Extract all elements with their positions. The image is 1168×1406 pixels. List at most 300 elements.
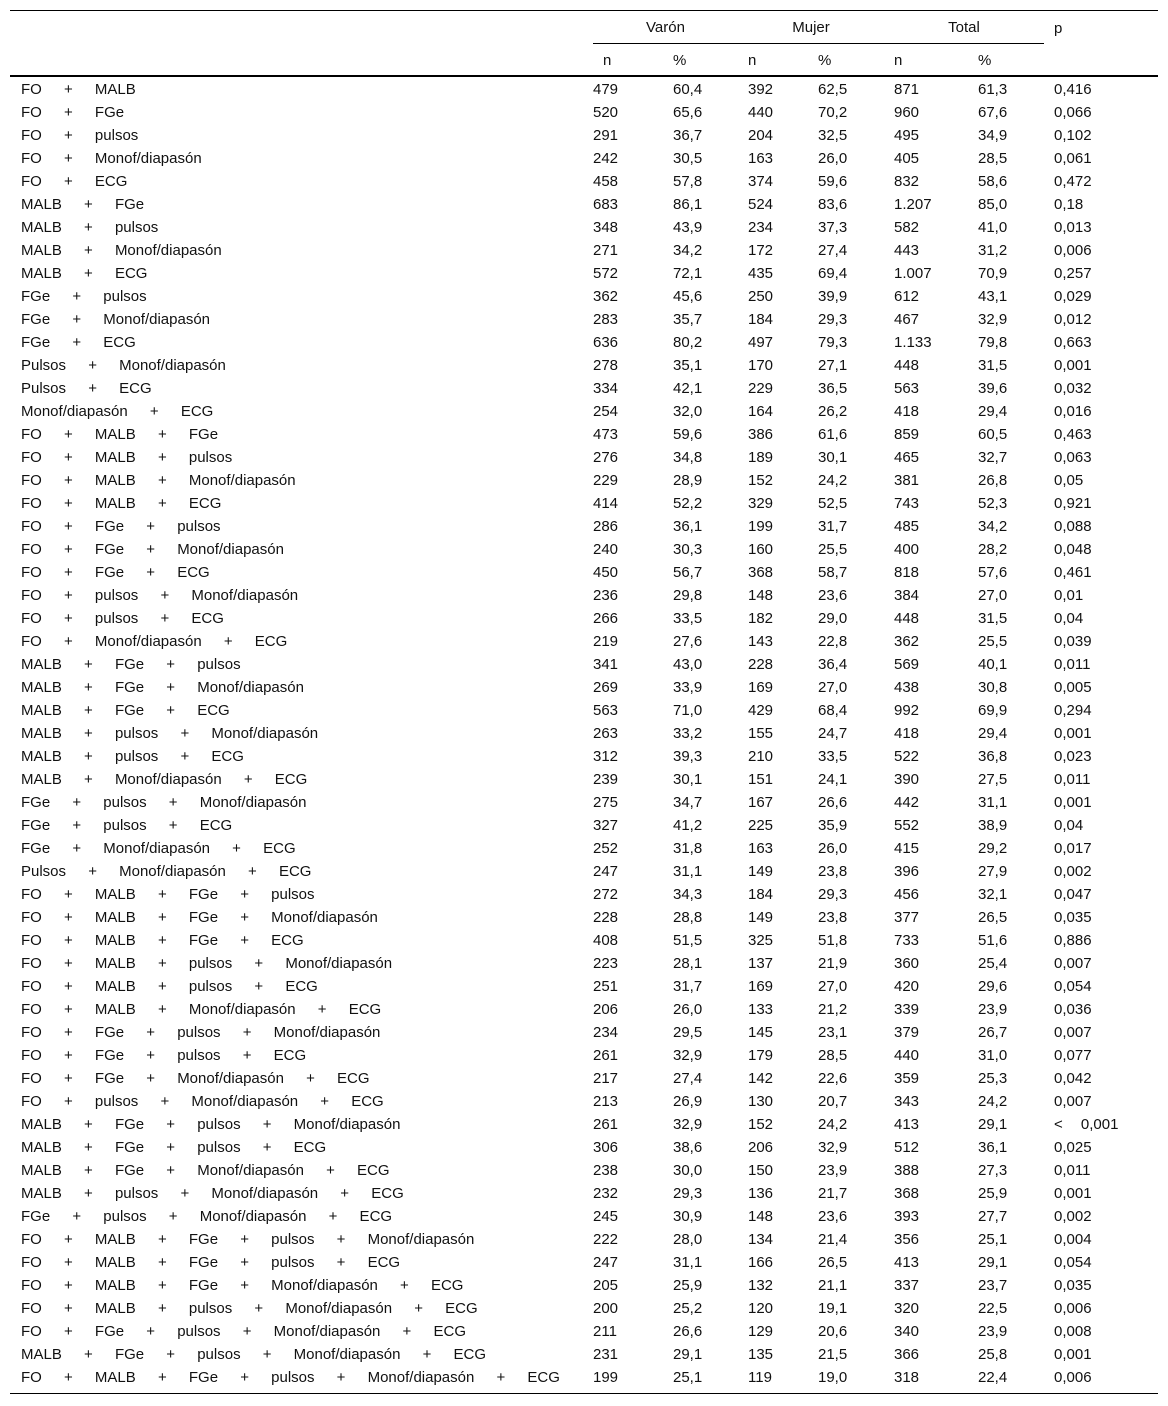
total-n: 552 xyxy=(894,817,920,834)
varon-pct: 38,6 xyxy=(673,1139,703,1156)
mujer-n: 206 xyxy=(748,1139,774,1156)
varon-n: 334 xyxy=(593,380,619,397)
varon-n: 206 xyxy=(593,1001,619,1018)
p-value: 0,472 xyxy=(1054,173,1092,190)
varon-pct: 25,9 xyxy=(673,1277,703,1294)
p-value: 0,04 xyxy=(1054,610,1084,627)
row-label: MALB + FGe xyxy=(21,196,145,213)
header-total-pct: % xyxy=(978,52,992,69)
row-label: Pulsos + ECG xyxy=(21,380,152,397)
row-label: FO + MALB + pulsos xyxy=(21,449,233,466)
mujer-pct: 27,4 xyxy=(818,242,848,259)
p-value: 0,047 xyxy=(1054,886,1092,903)
total-pct: 25,4 xyxy=(978,955,1008,972)
row-label: FO + MALB + pulsos + Monof/diapasón + ECG xyxy=(21,1300,478,1317)
varon-pct: 86,1 xyxy=(673,196,703,213)
total-pct: 36,8 xyxy=(978,748,1008,765)
total-pct: 31,0 xyxy=(978,1047,1008,1064)
table-row xyxy=(10,975,1158,998)
varon-pct: 65,6 xyxy=(673,104,703,121)
table-row xyxy=(10,883,1158,906)
mujer-n: 234 xyxy=(748,219,774,236)
varon-n: 327 xyxy=(593,817,619,834)
table-row xyxy=(10,1067,1158,1090)
mujer-n: 440 xyxy=(748,104,774,121)
p-value: 0,663 xyxy=(1054,334,1092,351)
mujer-n: 152 xyxy=(748,472,774,489)
table-row xyxy=(10,860,1158,883)
varon-pct: 45,6 xyxy=(673,288,703,305)
varon-n: 217 xyxy=(593,1070,619,1087)
mujer-pct: 27,0 xyxy=(818,679,848,696)
varon-pct: 33,9 xyxy=(673,679,703,696)
mujer-n: 151 xyxy=(748,771,774,788)
p-value: 0,463 xyxy=(1054,426,1092,443)
p-value: 0,066 xyxy=(1054,104,1092,121)
mujer-pct: 21,1 xyxy=(818,1277,848,1294)
total-n: 1.207 xyxy=(894,196,932,213)
total-n: 320 xyxy=(894,1300,920,1317)
table-row xyxy=(10,1251,1158,1274)
row-label: FO + MALB + FGe + Monof/diapasón xyxy=(21,909,378,926)
mujer-pct: 22,8 xyxy=(818,633,848,650)
p-value: 0,077 xyxy=(1054,1047,1092,1064)
total-n: 733 xyxy=(894,932,920,949)
mujer-pct: 20,7 xyxy=(818,1093,848,1110)
varon-n: 458 xyxy=(593,173,619,190)
total-pct: 31,2 xyxy=(978,242,1008,259)
mujer-pct: 22,6 xyxy=(818,1070,848,1087)
p-value: 0,04 xyxy=(1054,817,1084,834)
varon-n: 219 xyxy=(593,633,619,650)
varon-n: 414 xyxy=(593,495,619,512)
table-body xyxy=(10,78,1158,1389)
mujer-n: 136 xyxy=(748,1185,774,1202)
row-label: FGe + Monof/diapasón xyxy=(21,311,211,328)
mujer-n: 329 xyxy=(748,495,774,512)
total-pct: 25,3 xyxy=(978,1070,1008,1087)
varon-n: 213 xyxy=(593,1093,619,1110)
total-pct: 57,6 xyxy=(978,564,1008,581)
total-n: 438 xyxy=(894,679,920,696)
total-pct: 24,2 xyxy=(978,1093,1008,1110)
varon-pct: 29,8 xyxy=(673,587,703,604)
total-n: 832 xyxy=(894,173,920,190)
p-value: 0,011 xyxy=(1054,1162,1091,1179)
p-value: 0,01 xyxy=(1054,587,1084,604)
mujer-pct: 36,4 xyxy=(818,656,848,673)
mujer-n: 134 xyxy=(748,1231,774,1248)
p-value: 0,013 xyxy=(1054,219,1092,236)
row-label: MALB + pulsos xyxy=(21,219,159,236)
row-label: MALB + Monof/diapasón xyxy=(21,242,222,259)
total-pct: 39,6 xyxy=(978,380,1008,397)
p-value: 0,001 xyxy=(1054,794,1092,811)
p-value: 0,004 xyxy=(1054,1231,1092,1248)
table-row xyxy=(10,1343,1158,1366)
varon-n: 239 xyxy=(593,771,619,788)
mujer-n: 135 xyxy=(748,1346,774,1363)
p-value: 0,006 xyxy=(1054,1300,1092,1317)
table-row xyxy=(10,699,1158,722)
total-n: 359 xyxy=(894,1070,920,1087)
varon-n: 276 xyxy=(593,449,619,466)
varon-n: 563 xyxy=(593,702,619,719)
p-value: 0,001 xyxy=(1054,725,1092,742)
varon-pct: 43,9 xyxy=(673,219,703,236)
varon-pct: 31,8 xyxy=(673,840,703,857)
mujer-pct: 24,2 xyxy=(818,472,848,489)
total-pct: 58,6 xyxy=(978,173,1008,190)
mujer-pct: 35,9 xyxy=(818,817,848,834)
table-row xyxy=(10,1320,1158,1343)
varon-n: 229 xyxy=(593,472,619,489)
mujer-pct: 29,3 xyxy=(818,886,848,903)
varon-n: 245 xyxy=(593,1208,619,1225)
total-pct: 23,9 xyxy=(978,1323,1008,1340)
mujer-pct: 33,5 xyxy=(818,748,848,765)
varon-pct: 30,5 xyxy=(673,150,703,167)
row-label: FO + FGe + Monof/diapasón xyxy=(21,541,284,558)
p-value: 0,063 xyxy=(1054,449,1092,466)
row-label: FO + pulsos + ECG xyxy=(21,610,224,627)
p-value: < 0,001 xyxy=(1054,1116,1119,1133)
total-n: 1.007 xyxy=(894,265,932,282)
total-pct: 85,0 xyxy=(978,196,1008,213)
total-n: 448 xyxy=(894,610,920,627)
table-row xyxy=(10,791,1158,814)
varon-pct: 32,9 xyxy=(673,1047,703,1064)
mujer-n: 164 xyxy=(748,403,774,420)
total-pct: 43,1 xyxy=(978,288,1008,305)
row-label: MALB + FGe + pulsos + ECG xyxy=(21,1139,327,1156)
p-value: 0,18 xyxy=(1054,196,1084,213)
varon-pct: 29,3 xyxy=(673,1185,703,1202)
row-label: FO + ECG xyxy=(21,173,128,190)
mujer-n: 169 xyxy=(748,978,774,995)
mujer-pct: 26,0 xyxy=(818,840,848,857)
table-row xyxy=(10,1021,1158,1044)
p-value: 0,007 xyxy=(1054,1093,1092,1110)
total-n: 388 xyxy=(894,1162,920,1179)
varon-pct: 51,5 xyxy=(673,932,703,949)
table-row xyxy=(10,400,1158,423)
total-n: 368 xyxy=(894,1185,920,1202)
total-n: 396 xyxy=(894,863,920,880)
varon-pct: 30,3 xyxy=(673,541,703,558)
varon-pct: 25,1 xyxy=(673,1369,703,1386)
mujer-n: 386 xyxy=(748,426,774,443)
p-value: 0,032 xyxy=(1054,380,1092,397)
p-value: 0,029 xyxy=(1054,288,1092,305)
total-pct: 25,9 xyxy=(978,1185,1008,1202)
varon-n: 223 xyxy=(593,955,619,972)
mujer-n: 133 xyxy=(748,1001,774,1018)
row-label: FO + FGe + pulsos + ECG xyxy=(21,1047,307,1064)
mujer-pct: 21,5 xyxy=(818,1346,848,1363)
p-value: 0,002 xyxy=(1054,1208,1092,1225)
header-mujer-pct: % xyxy=(818,52,832,69)
varon-n: 199 xyxy=(593,1369,619,1386)
mujer-pct: 37,3 xyxy=(818,219,848,236)
table-top-rule xyxy=(10,10,1158,11)
total-pct: 29,1 xyxy=(978,1254,1008,1271)
row-label: FO + MALB + pulsos + Monof/diapasón xyxy=(21,955,393,972)
mujer-n: 148 xyxy=(748,1208,774,1225)
total-n: 405 xyxy=(894,150,920,167)
p-value: 0,416 xyxy=(1054,81,1092,98)
varon-n: 232 xyxy=(593,1185,619,1202)
mujer-pct: 62,5 xyxy=(818,81,848,98)
varon-pct: 27,4 xyxy=(673,1070,703,1087)
total-pct: 36,1 xyxy=(978,1139,1008,1156)
p-value: 0,054 xyxy=(1054,1254,1092,1271)
total-pct: 61,3 xyxy=(978,81,1008,98)
mujer-pct: 29,3 xyxy=(818,311,848,328)
total-pct: 67,6 xyxy=(978,104,1008,121)
p-value: 0,102 xyxy=(1054,127,1092,144)
total-n: 413 xyxy=(894,1254,920,1271)
table-row xyxy=(10,952,1158,975)
table-row xyxy=(10,538,1158,561)
varon-pct: 30,9 xyxy=(673,1208,703,1225)
varon-pct: 34,7 xyxy=(673,794,703,811)
varon-n: 283 xyxy=(593,311,619,328)
total-n: 465 xyxy=(894,449,920,466)
p-value: 0,002 xyxy=(1054,863,1092,880)
table-row xyxy=(10,1136,1158,1159)
p-value: 0,007 xyxy=(1054,955,1092,972)
table-row xyxy=(10,584,1158,607)
mujer-pct: 39,9 xyxy=(818,288,848,305)
table-row xyxy=(10,377,1158,400)
varon-pct: 31,7 xyxy=(673,978,703,995)
table-row xyxy=(10,561,1158,584)
mujer-pct: 59,6 xyxy=(818,173,848,190)
total-n: 362 xyxy=(894,633,920,650)
total-n: 467 xyxy=(894,311,920,328)
total-n: 440 xyxy=(894,1047,920,1064)
varon-n: 251 xyxy=(593,978,619,995)
mujer-n: 392 xyxy=(748,81,774,98)
total-n: 582 xyxy=(894,219,920,236)
varon-n: 341 xyxy=(593,656,619,673)
mujer-pct: 30,1 xyxy=(818,449,848,466)
mujer-pct: 68,4 xyxy=(818,702,848,719)
mujer-pct: 79,3 xyxy=(818,334,848,351)
mujer-n: 429 xyxy=(748,702,774,719)
table-row xyxy=(10,837,1158,860)
row-label: MALB + pulsos + Monof/diapasón + ECG xyxy=(21,1185,404,1202)
total-n: 743 xyxy=(894,495,920,512)
varon-n: 408 xyxy=(593,932,619,949)
mujer-pct: 23,8 xyxy=(818,863,848,880)
table-row xyxy=(10,722,1158,745)
mujer-n: 170 xyxy=(748,357,774,374)
table-row xyxy=(10,1366,1158,1389)
varon-n: 306 xyxy=(593,1139,619,1156)
total-pct: 31,1 xyxy=(978,794,1008,811)
total-n: 612 xyxy=(894,288,920,305)
total-n: 443 xyxy=(894,242,920,259)
varon-pct: 26,6 xyxy=(673,1323,703,1340)
varon-n: 263 xyxy=(593,725,619,742)
mujer-pct: 52,5 xyxy=(818,495,848,512)
total-n: 418 xyxy=(894,725,920,742)
varon-n: 228 xyxy=(593,909,619,926)
p-value: 0,025 xyxy=(1054,1139,1092,1156)
table-row xyxy=(10,469,1158,492)
table-row xyxy=(10,998,1158,1021)
total-n: 343 xyxy=(894,1093,920,1110)
table-row xyxy=(10,1297,1158,1320)
varon-pct: 33,5 xyxy=(673,610,703,627)
mujer-n: 225 xyxy=(748,817,774,834)
total-pct: 26,5 xyxy=(978,909,1008,926)
varon-n: 450 xyxy=(593,564,619,581)
header-varon: Varón xyxy=(646,19,685,36)
mujer-pct: 32,5 xyxy=(818,127,848,144)
total-pct: 28,2 xyxy=(978,541,1008,558)
varon-pct: 72,1 xyxy=(673,265,703,282)
row-label: FO + MALB + FGe + pulsos + Monof/diapasón xyxy=(21,1231,475,1248)
varon-n: 479 xyxy=(593,81,619,98)
total-pct: 51,6 xyxy=(978,932,1008,949)
mujer-n: 163 xyxy=(748,840,774,857)
varon-n: 231 xyxy=(593,1346,619,1363)
varon-pct: 34,2 xyxy=(673,242,703,259)
table-row xyxy=(10,124,1158,147)
total-pct: 26,8 xyxy=(978,472,1008,489)
table-row xyxy=(10,630,1158,653)
row-label: MALB + FGe + Monof/diapasón xyxy=(21,679,304,696)
table-row xyxy=(10,1274,1158,1297)
mujer-n: 163 xyxy=(748,150,774,167)
total-pct: 29,4 xyxy=(978,403,1008,420)
mujer-pct: 29,0 xyxy=(818,610,848,627)
mujer-pct: 21,4 xyxy=(818,1231,848,1248)
total-n: 485 xyxy=(894,518,920,535)
mujer-n: 132 xyxy=(748,1277,774,1294)
total-pct: 27,9 xyxy=(978,863,1008,880)
varon-pct: 30,1 xyxy=(673,771,703,788)
total-n: 448 xyxy=(894,357,920,374)
p-value: 0,886 xyxy=(1054,932,1092,949)
table-row xyxy=(10,170,1158,193)
table-row xyxy=(10,515,1158,538)
mujer-pct: 24,1 xyxy=(818,771,848,788)
total-pct: 32,7 xyxy=(978,449,1008,466)
varon-n: 222 xyxy=(593,1231,619,1248)
table-row xyxy=(10,239,1158,262)
total-pct: 52,3 xyxy=(978,495,1008,512)
varon-n: 271 xyxy=(593,242,619,259)
total-n: 360 xyxy=(894,955,920,972)
varon-n: 261 xyxy=(593,1047,619,1064)
varon-n: 269 xyxy=(593,679,619,696)
total-pct: 26,7 xyxy=(978,1024,1008,1041)
row-label: FO + MALB + ECG xyxy=(21,495,222,512)
row-label: FO + FGe + pulsos xyxy=(21,518,221,535)
mujer-pct: 23,6 xyxy=(818,1208,848,1225)
row-label: FO + pulsos + Monof/diapasón + ECG xyxy=(21,1093,384,1110)
header-mujer-n: n xyxy=(748,52,757,69)
row-label: FGe + pulsos + Monof/diapasón xyxy=(21,794,307,811)
header-varon-pct: % xyxy=(673,52,687,69)
varon-pct: 43,0 xyxy=(673,656,703,673)
mujer-pct: 26,2 xyxy=(818,403,848,420)
table-row xyxy=(10,331,1158,354)
total-pct: 79,8 xyxy=(978,334,1008,351)
table-row xyxy=(10,929,1158,952)
varon-pct: 34,8 xyxy=(673,449,703,466)
mujer-pct: 23,6 xyxy=(818,587,848,604)
table-row xyxy=(10,676,1158,699)
total-pct: 30,8 xyxy=(978,679,1008,696)
mujer-n: 167 xyxy=(748,794,774,811)
p-value: 0,001 xyxy=(1054,1346,1092,1363)
varon-pct: 71,0 xyxy=(673,702,703,719)
table-row xyxy=(10,446,1158,469)
total-pct: 25,5 xyxy=(978,633,1008,650)
varon-pct: 42,1 xyxy=(673,380,703,397)
table-row xyxy=(10,101,1158,124)
row-label: FGe + pulsos + ECG xyxy=(21,817,233,834)
varon-n: 275 xyxy=(593,794,619,811)
mujer-n: 148 xyxy=(748,587,774,604)
total-n: 337 xyxy=(894,1277,920,1294)
mujer-n: 189 xyxy=(748,449,774,466)
row-label: FGe + Monof/diapasón + ECG xyxy=(21,840,296,857)
row-label: FO + MALB xyxy=(21,81,136,98)
mujer-n: 497 xyxy=(748,334,774,351)
p-value: 0,035 xyxy=(1054,909,1092,926)
total-n: 381 xyxy=(894,472,920,489)
table-row xyxy=(10,653,1158,676)
p-value: 0,011 xyxy=(1054,656,1091,673)
mujer-pct: 70,2 xyxy=(818,104,848,121)
varon-pct: 30,0 xyxy=(673,1162,703,1179)
row-label: FO + pulsos + Monof/diapasón xyxy=(21,587,299,604)
mujer-pct: 32,9 xyxy=(818,1139,848,1156)
mujer-pct: 27,1 xyxy=(818,357,848,374)
total-pct: 25,1 xyxy=(978,1231,1008,1248)
mujer-n: 143 xyxy=(748,633,774,650)
row-label: MALB + FGe + ECG xyxy=(21,702,230,719)
total-pct: 29,1 xyxy=(978,1116,1008,1133)
row-label: FO + Monof/diapasón xyxy=(21,150,202,167)
total-n: 442 xyxy=(894,794,920,811)
mujer-pct: 36,5 xyxy=(818,380,848,397)
total-pct: 29,6 xyxy=(978,978,1008,995)
varon-pct: 34,3 xyxy=(673,886,703,903)
mujer-n: 160 xyxy=(748,541,774,558)
varon-n: 362 xyxy=(593,288,619,305)
mujer-pct: 27,0 xyxy=(818,978,848,995)
mujer-n: 250 xyxy=(748,288,774,305)
varon-n: 266 xyxy=(593,610,619,627)
mujer-pct: 26,6 xyxy=(818,794,848,811)
total-n: 390 xyxy=(894,771,920,788)
total-pct: 70,9 xyxy=(978,265,1008,282)
varon-n: 261 xyxy=(593,1116,619,1133)
table-row xyxy=(10,1113,1158,1136)
p-value: 0,012 xyxy=(1054,311,1092,328)
varon-pct: 28,1 xyxy=(673,955,703,972)
total-pct: 29,2 xyxy=(978,840,1008,857)
mujer-pct: 21,7 xyxy=(818,1185,848,1202)
varon-pct: 29,5 xyxy=(673,1024,703,1041)
